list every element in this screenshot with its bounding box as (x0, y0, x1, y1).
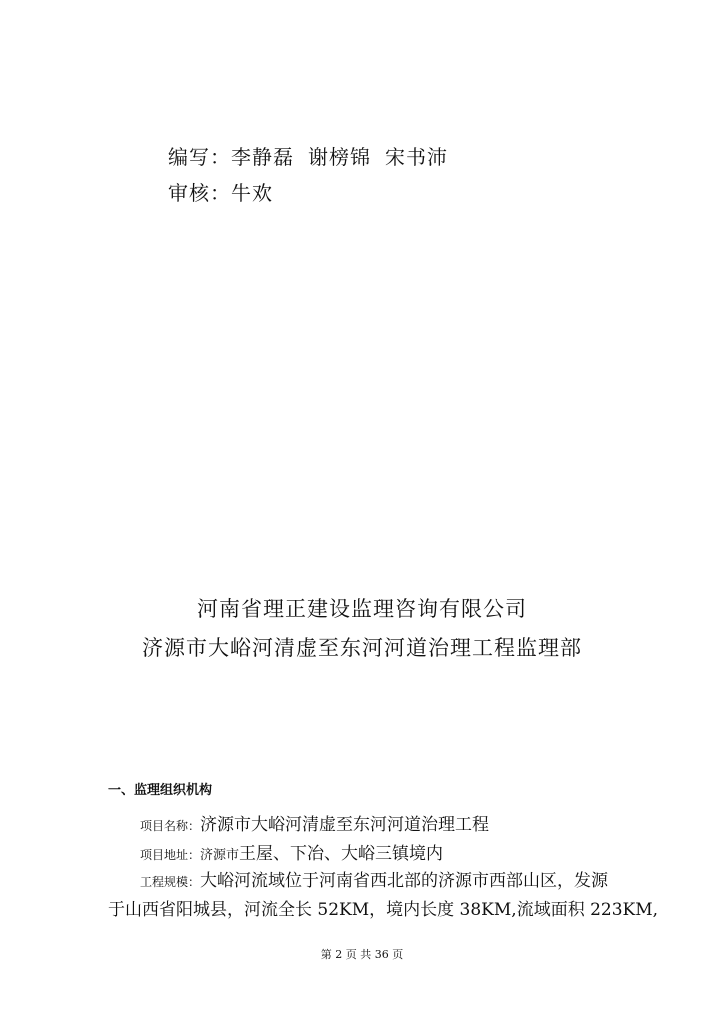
author-name-1: 李静磊 (231, 145, 294, 169)
project-name-row (140, 810, 489, 835)
project-name-label: 项目名称： (140, 819, 201, 833)
company-name: 河南省理正建设监理咨询有限公司 (197, 597, 527, 621)
author-name-3: 宋书沛 (385, 145, 448, 169)
page-footer: 第 2 页 共 36 页 (320, 948, 404, 961)
project-scale-line-2: 于山西省阳城县，河流全长 52KM，境内长度 38KM,流域面积 223KM, (108, 900, 659, 920)
project-address-value: 王屋、下冶、大峪三镇境内 (239, 844, 444, 864)
project-scale-line-1: 大峪河流域位于河南省西北部的济源市西部山区，发源 (200, 871, 609, 891)
reviewer-name: 牛欢 (231, 181, 273, 205)
project-scale-row (140, 866, 608, 891)
project-address-label: 项目地址： (140, 848, 201, 862)
project-scale-label: 工程规模： (140, 875, 201, 889)
author-label: 编写： (168, 145, 231, 169)
department-name: 济源市大峪河清虚至东河河道治理工程监理部 (142, 636, 582, 660)
reviewer-label: 审核： (168, 181, 231, 205)
project-address-row (140, 839, 443, 864)
project-name-value: 济源市大峪河清虚至东河河道治理工程 (200, 815, 490, 835)
author-line (168, 141, 448, 170)
project-address-prefix: 济源市 (200, 848, 240, 863)
reviewer-line (168, 177, 273, 206)
section-heading: 一、监理组织机构 (108, 783, 213, 798)
author-name-2: 谢榜锦 (308, 145, 371, 169)
